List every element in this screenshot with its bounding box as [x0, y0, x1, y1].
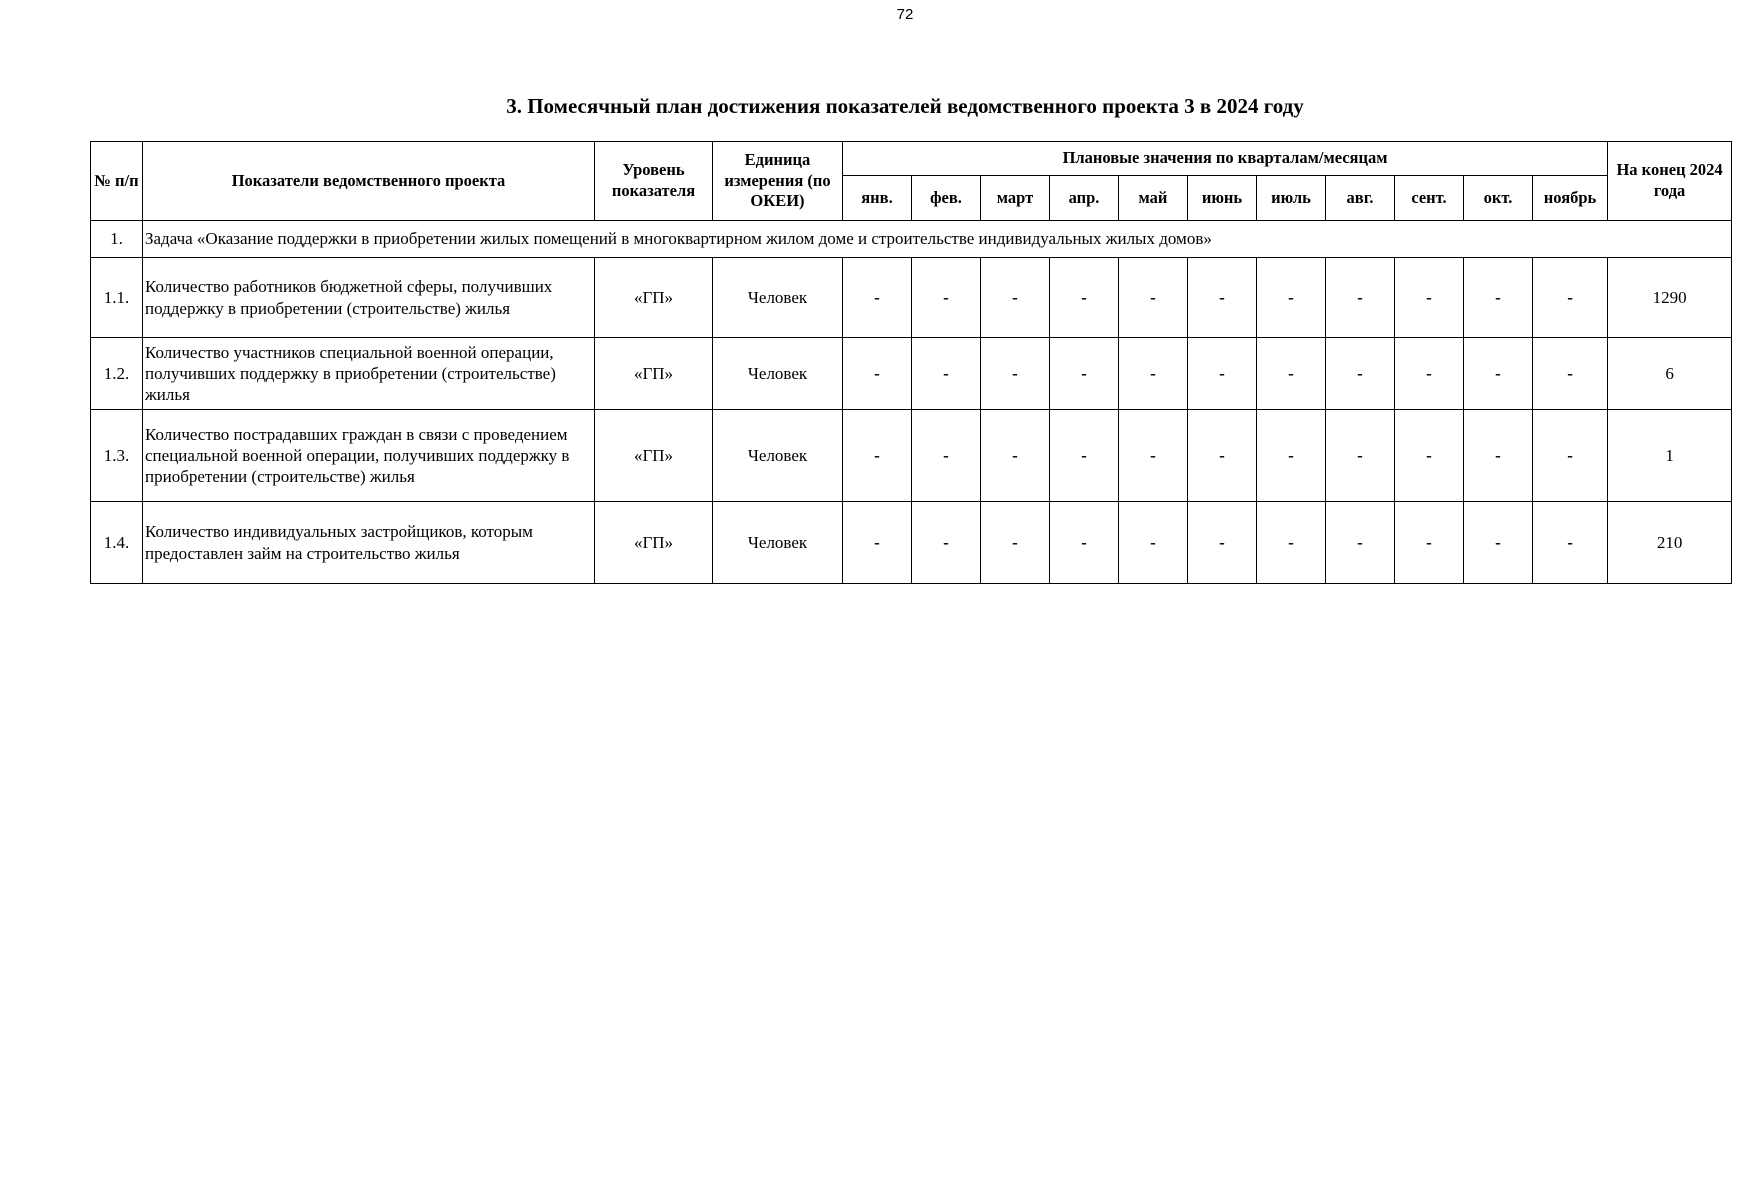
month-value: -: [1395, 258, 1464, 338]
indicator-row: [91, 258, 1732, 338]
month-value: -: [1050, 258, 1119, 338]
month-value: -: [1188, 338, 1257, 410]
month-value: -: [912, 502, 981, 584]
indicator-name: Количество работников бюджетной сферы, получивших поддержку в приобретении (строительстве) жилья: [143, 258, 595, 338]
row-num: 1.1.: [91, 258, 143, 338]
month-value: -: [843, 502, 912, 584]
header-row-top: [91, 142, 1732, 176]
header-month: апр.: [1050, 176, 1119, 221]
month-value: -: [1050, 338, 1119, 410]
header-month: авг.: [1326, 176, 1395, 221]
row-num: 1.3.: [91, 410, 143, 502]
indicator-name: Количество индивидуальных застройщиков, которым предоставлен займ на строительство жилья: [143, 502, 595, 584]
month-value: -: [843, 258, 912, 338]
indicator-level: «ГП»: [595, 410, 713, 502]
month-value: -: [1464, 258, 1533, 338]
row-num: 1.2.: [91, 338, 143, 410]
header-month: март: [981, 176, 1050, 221]
month-value: -: [981, 338, 1050, 410]
indicator-row: [91, 502, 1732, 584]
month-value: -: [1395, 338, 1464, 410]
month-value: -: [1326, 410, 1395, 502]
month-value: -: [1119, 338, 1188, 410]
row-num: 1.4.: [91, 502, 143, 584]
month-value: -: [1533, 338, 1608, 410]
header-month: фев.: [912, 176, 981, 221]
year-end-value: 6: [1608, 338, 1732, 410]
month-value: -: [1188, 410, 1257, 502]
indicator-level: «ГП»: [595, 338, 713, 410]
indicator-row: [91, 410, 1732, 502]
header-month: ноябрь: [1533, 176, 1608, 221]
month-value: -: [1257, 502, 1326, 584]
indicator-unit: Человек: [713, 258, 843, 338]
month-value: -: [981, 258, 1050, 338]
indicator-unit: Человек: [713, 410, 843, 502]
month-value: -: [1119, 410, 1188, 502]
header-month: сент.: [1395, 176, 1464, 221]
month-value: -: [1119, 258, 1188, 338]
month-value: -: [1050, 410, 1119, 502]
year-end-value: 1290: [1608, 258, 1732, 338]
header-indicator: Показатели ведомственного проекта: [143, 142, 595, 221]
header-month: июнь: [1188, 176, 1257, 221]
task-row: [91, 221, 1732, 258]
month-value: -: [1533, 502, 1608, 584]
header-month: май: [1119, 176, 1188, 221]
month-value: -: [1257, 338, 1326, 410]
year-end-value: 210: [1608, 502, 1732, 584]
header-unit: Единица измерения (по ОКЕИ): [713, 142, 843, 221]
month-value: -: [1533, 258, 1608, 338]
month-value: -: [1119, 502, 1188, 584]
indicator-unit: Человек: [713, 502, 843, 584]
header-year-end: На конец 2024 года: [1608, 142, 1732, 221]
header-num: № п/п: [91, 142, 143, 221]
indicator-row: [91, 338, 1732, 410]
year-end-value: 1: [1608, 410, 1732, 502]
month-value: -: [981, 502, 1050, 584]
indicator-level: «ГП»: [595, 502, 713, 584]
month-value: -: [1464, 338, 1533, 410]
indicator-unit: Человек: [713, 338, 843, 410]
month-value: -: [1257, 258, 1326, 338]
header-planned-values: Плановые значения по кварталам/месяцам: [843, 142, 1608, 176]
task-num: 1.: [91, 221, 143, 258]
month-value: -: [912, 258, 981, 338]
month-value: -: [1395, 410, 1464, 502]
month-value: -: [1533, 410, 1608, 502]
indicator-level: «ГП»: [595, 258, 713, 338]
task-text: Задача «Оказание поддержки в приобретении жилых помещений в многоквартирном жилом доме и строительстве индивидуальных жилых домов»: [143, 221, 1732, 258]
month-value: -: [1257, 410, 1326, 502]
header-level: Уровень показателя: [595, 142, 713, 221]
header-month: июль: [1257, 176, 1326, 221]
month-value: -: [1050, 502, 1119, 584]
month-value: -: [912, 338, 981, 410]
month-value: -: [1395, 502, 1464, 584]
document-title: 3. Помесячный план достижения показателей ведомственного проекта 3 в 2024 году: [506, 94, 1304, 118]
indicator-plan-table: [90, 141, 1732, 584]
month-value: -: [1326, 338, 1395, 410]
month-value: -: [1188, 258, 1257, 338]
month-value: -: [843, 410, 912, 502]
page-number: 72: [896, 6, 914, 23]
indicator-name: Количество пострадавших граждан в связи с проведением специальной военной операции, получивших поддержку в приобретении (строительстве) жилья: [143, 410, 595, 502]
indicator-name: Количество участников специальной военной операции, получивших поддержку в приобретении (строительстве) жилья: [143, 338, 595, 410]
month-value: -: [1326, 502, 1395, 584]
month-value: -: [1464, 502, 1533, 584]
header-month: окт.: [1464, 176, 1533, 221]
month-value: -: [1188, 502, 1257, 584]
month-value: -: [981, 410, 1050, 502]
month-value: -: [1464, 410, 1533, 502]
month-value: -: [912, 410, 981, 502]
header-month: янв.: [843, 176, 912, 221]
month-value: -: [1326, 258, 1395, 338]
month-value: -: [843, 338, 912, 410]
